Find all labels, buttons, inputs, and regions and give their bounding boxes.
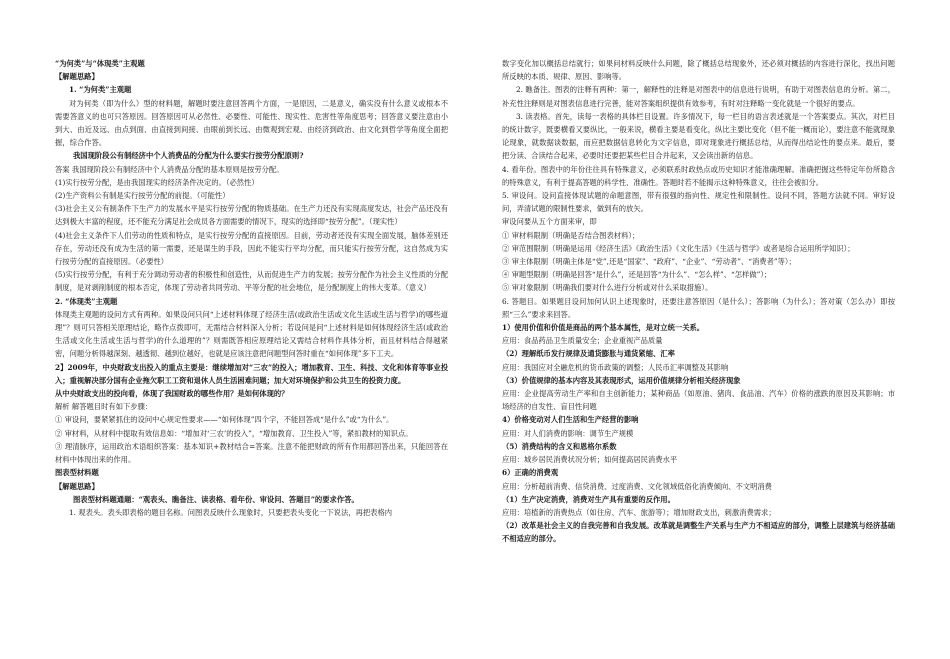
paragraph: 图表型材料题通题：“观表头、瞧备注、读表格、看年份、审设问、答题目”的要求作答。 bbox=[73, 494, 359, 504]
paragraph: 数字变化加以概括总结就行；如果问材料反映什么问题，除了概括总结现象外，还必须对概括的内容进行深化，找出问题所反映的本质、规律、原因、影响等。 bbox=[502, 59, 895, 82]
paragraph: 2】2009年，中央财政支出投入的重点主要是：继续增加对“三农”的投入；增加教育、卫生、科技、文化和体育等事业投入；重视解决部分国有企业拖欠职工工资和退休人员生活困难问题；加大对环境保护和公共卫生的投资力度。 bbox=[55, 362, 448, 385]
paragraph: (5)实行按劳分配，有利于充分调动劳动者的积极性和创造性，从而促进生产力的发展；按劳分配作为社会主义性质的分配制度，是对剥削制度的根本否定，体现了劳动者共同劳动、平等分配的社会地位，是分配制度上的伟大变革。（意义） bbox=[55, 270, 448, 293]
paragraph: “为何类”与“体现类”主观题 bbox=[55, 59, 145, 68]
paragraph: 2. “体现类”主观题 bbox=[55, 296, 118, 306]
paragraph: 应用：培植新的消费热点（如住房、汽车、旅游等）；增加财政支出，刺激消费需求； bbox=[502, 507, 776, 517]
paragraph: 应用：我国应对全融危机的货币政策的调整；人民币汇率调整及其影响 bbox=[502, 362, 729, 372]
paragraph: （3）价值规律的基本内容及其表现形式，运用价值规律分析相关经济现象 bbox=[502, 375, 741, 385]
paragraph: 1. 观表头。表头即表格的题目名称。问图表反映什么现象时，只要把表头变化一下说法，再把表格内 bbox=[69, 507, 393, 517]
paragraph: 应用：分析超前消费、信贷消费、过度消费、文化领域低俗化消费倾向、不文明消费 bbox=[502, 481, 772, 491]
paragraph: ③ 理清脉序，运用政治术语组织答案：基本知识+教材结合=答案。注意不能把财政的所有作用都回答出来，只能回答在材料中体现出来的作用。 bbox=[55, 441, 448, 465]
paragraph: 解析 解答题目时有如下步骤： bbox=[55, 402, 153, 412]
paragraph: （5）消费结构的含义和恩格尔系数 bbox=[502, 441, 617, 451]
paragraph: 【解题思路】 bbox=[55, 481, 99, 491]
paragraph: ④ 审题型限制（明确是回答“是什么”，还是回答“为什么”、“怎么样”、“怎样做”）； bbox=[502, 270, 772, 280]
paragraph: 应用：食品药品卫生质量安全；企业重视产品质量 bbox=[502, 336, 663, 346]
paragraph: ① 审材料限制（明确是否结合图表材料）； bbox=[502, 230, 640, 240]
paragraph: 应用：城乡居民消费状况分析；如何提高居民消费水平 bbox=[502, 455, 678, 465]
paragraph: 5. 审设问。设问直接体现试题的命题意图，带有很强的指向性、规定性和限制性。设问不同，答题方法就不同。审好设问，弄清试题的限制性要求，做到有的放矢。 bbox=[502, 191, 895, 214]
paragraph: 图表型材料题 bbox=[55, 468, 99, 478]
paragraph: (4)社会主义条件下人们劳动的性质和特点，是实行按劳分配的直接原因。目前，劳动者还没有实现全面发展，脑体差别还存在，劳动还没有成为生活的第一需要，还是谋生的手段，因此不能实行平均分配，而只能实行按劳分配，这自然成为实行按劳分配的直接原因。（必要性） bbox=[55, 230, 448, 267]
paragraph: 应用：对人们消费的影响：调节生产规模 bbox=[502, 428, 634, 438]
paragraph: ② 审材料，从材料中提取有效信息如：“增加对‘三农’的投入”，“增加教育、卫生投入”等，紧扣教材的知识点。 bbox=[55, 428, 413, 438]
paragraph: ① 审设问，要紧紧抓住的设问中心规定性要求——“如何体现”四个字，不能回答成“是什么”或“为什么”。 bbox=[55, 415, 394, 425]
paragraph: 1）使用价值和价值是商品的两个基本属性，是对立统一关系。 bbox=[502, 323, 705, 333]
left-column bbox=[55, 57, 448, 519]
paragraph: （1）生产决定消费，消费对生产具有重要的反作用。 bbox=[502, 494, 675, 504]
paragraph: 我国现阶段公有制经济中个人消费品的分配为什么要实行按劳分配原则? bbox=[73, 151, 304, 161]
paragraph: 6. 答题目。如果题目设问加何认识上述现象时，还要注意答原因（是什么）；答影响（为什么）；答对策（怎么办）即按照“三么”要求来回答。 bbox=[502, 296, 895, 319]
paragraph: 答案 我国现阶段公有制经济中个人消费品分配的基本原则是按劳分配。 bbox=[55, 164, 284, 174]
paragraph: 3. 读表格。首先，读每一表格的具体栏目设置。许多情况下，每一栏目的语言表述就是一个答案要点。其次，对栏目的统计数字，既要横看又要纵比，一般来说，横看主要是看变化，纵比主要比变化（但不能一概而论），要注意不能就现象论现象，就数据谈数据，而应把数据信息转化为文字信息，即对现象进行概括总结，从而得出结论性的要点来。最后，要把分读、合读结合起来，必要时还要把某些栏目合并起来，又会读出新的信息。 bbox=[502, 111, 895, 161]
paragraph: 2. 瞧备注。图表的注释有两种：第一，解释性的注释是对图表中的信息进行说明，有助于对图表信息的分析。第二，补充性注释则是对图表信息进行完善，能对答案组织提供有效参考，有时对注释略一变化就是一个很好的要点。 bbox=[502, 85, 895, 108]
paragraph: 1. “为何类”主观题 bbox=[69, 85, 132, 95]
paragraph: ③ 审主体限制（明确主体是“党”,还是“国家”、“政府”、“企业”、“劳动者”、“消费者”等）； bbox=[502, 257, 796, 267]
paragraph: 【解题思路】 bbox=[55, 72, 99, 82]
paragraph: （2）理解纸币发行规律及通货膨胀与通货紧缩、汇率 bbox=[502, 349, 675, 359]
paragraph: (3)社会主义公有制条件下生产力的发展水平是实行按劳分配的物质基础。在生产力还没有实现高度发达，社会产品还没有达到极大丰富的程度，还不能充分满足社会成员各方面需要的情况下，现实的选择即“按劳分配”。（现实性） bbox=[55, 204, 448, 227]
paragraph: (1)实行按劳分配，是由我国现实的经济条件决定的。（必然性） bbox=[55, 177, 259, 187]
paragraph: 4. 看年份。图表中的年份往往具有特殊意义，必须联系时政热点或历史知识才能准确理解。准确把握这些特定年份所隐含的特殊意义，有利于提高答题的科学性、准确性。答题时若不能揭示这种特殊意义，往往会被扣分。 bbox=[502, 164, 895, 187]
paragraph: 应用：企业提高劳动生产率和自主创新能力；某种商品（如原油、猪肉、食品油、汽车）价格的涨跌的原因及其影响；市场经济的自发性、盲目性问题 bbox=[502, 389, 895, 412]
paragraph: 从中央财政支出的投向看，体现了我国财政的哪些作用？是如何体现的？ bbox=[55, 389, 289, 399]
paragraph: 6）正确的消费观 bbox=[502, 468, 559, 478]
paragraph: ⑤ 审对象限制（明确我们要对什么进行分析或对什么采取措施）。 bbox=[502, 283, 713, 293]
paragraph: 对为何类（即为什么）型的材料题，解题时要注意回答两个方面，一是原因，二是意义，确实没有什么意义或根本不需要答意义的也可只答原因。回答原因可从必然性、必要性、可能性、现实性、危害性等角度思考；回答意义要注意由小到大、由近及远、由点到面、由直接到间接、由眼前到长远、由微观到宏观、由经济到政治、由文化到哲学等角度全面把握，综合作答。 bbox=[55, 98, 448, 148]
right-column bbox=[502, 57, 895, 546]
paragraph: (2)生产资料公有制是实行按劳分配的前提。（可能性） bbox=[55, 191, 230, 201]
paragraph: 体现类主观题的设问方式有两种。如果设问只问“上述材料体现了经济生活(或政治生活或文化生活或生活与哲学)的哪些道理”？则可只答相关原理结论，略作点拨即可，无需结合材料深入分析；若设问是问“上述材料是如何体现经济生活(或政治生活或文化生活或生活与哲学)的什么道理的”？则需既答相应原理结论又需结合材料作具体分析，而且材料结合得越紧密，问题分析得越深刻、越透彻、越到位越好，也就是应该注意把问题型问答时重在“如何体现”多下工夫。 bbox=[55, 309, 448, 359]
paragraph: （2）改革是社会主义的自我完善和自我发展。改革就是调整生产关系与生产力不相适应的部分，调整上层建筑与经济基础不相适应的部分。 bbox=[502, 521, 895, 544]
paragraph: 审设问要从五个方面来审，即 bbox=[502, 217, 597, 227]
paragraph: 4）价格变动对人们生活和生产经营的影响 bbox=[502, 415, 639, 425]
paragraph: ② 审范围限制（明确是运用《经济生活》《政治生活》《文化生活》《生活与哲学》或者是综合运用所学知识）； bbox=[502, 243, 855, 253]
